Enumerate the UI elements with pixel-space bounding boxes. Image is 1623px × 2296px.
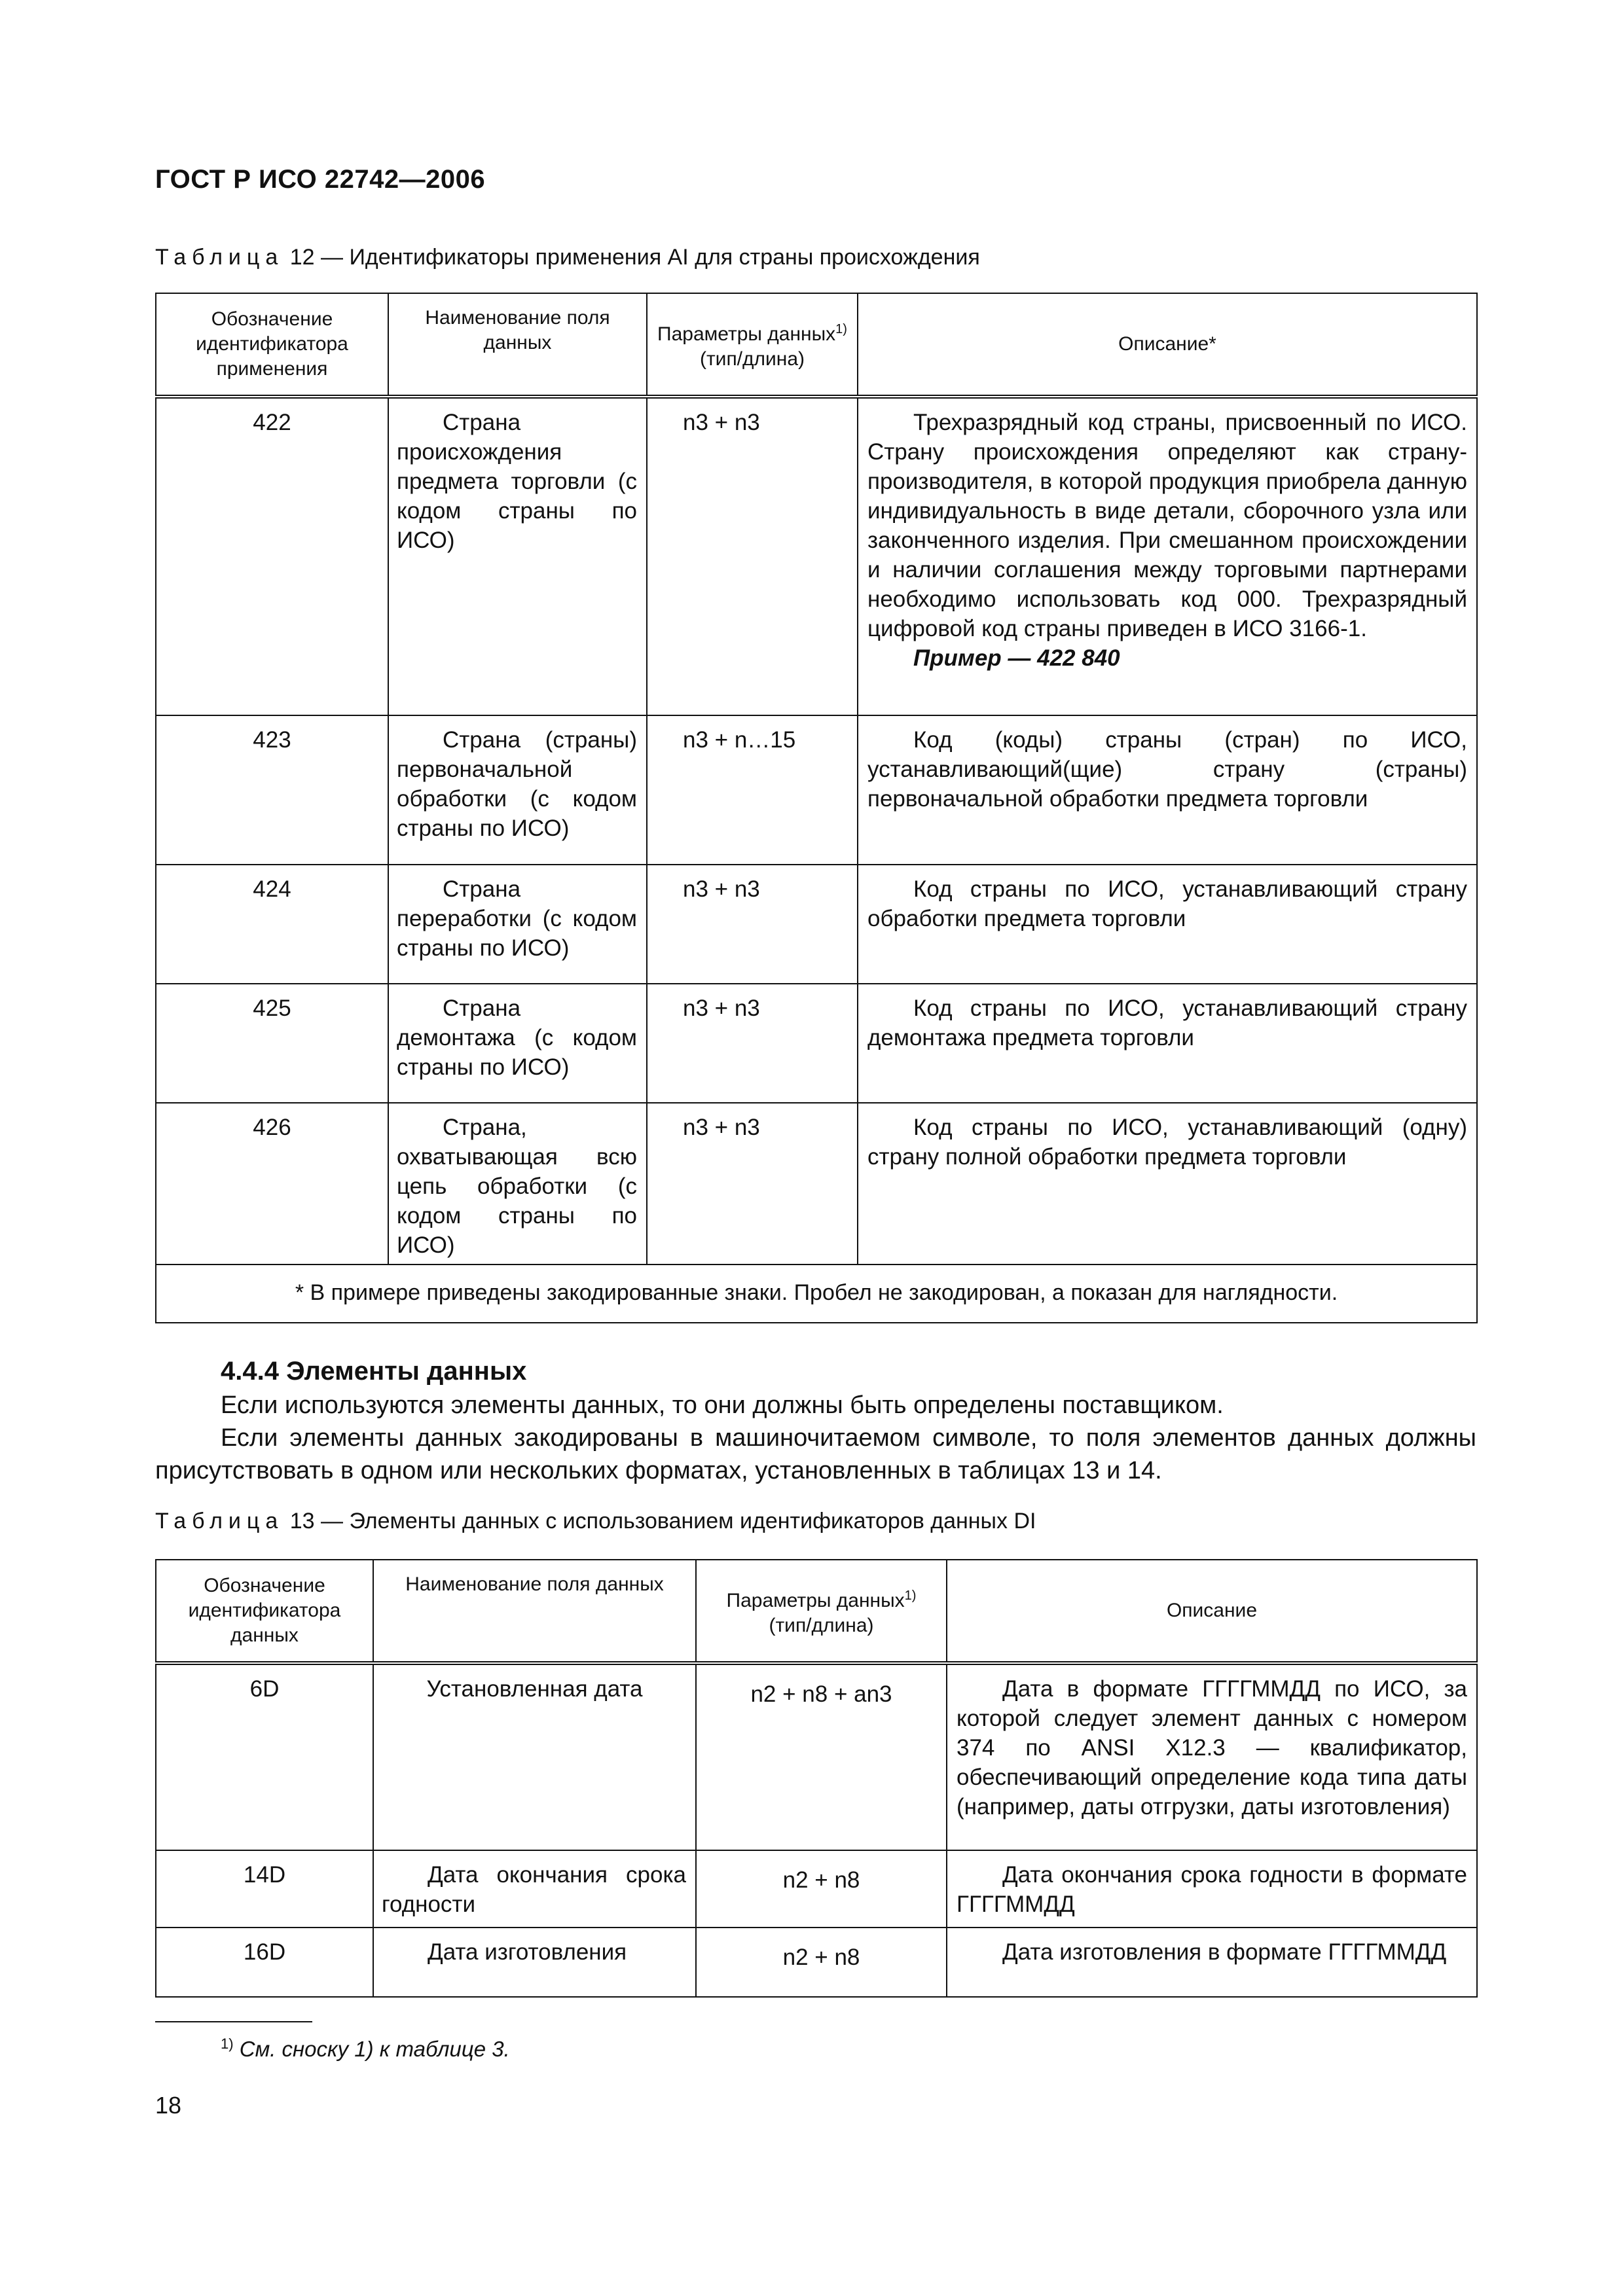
header-desc: Описание* xyxy=(858,293,1477,397)
table-row xyxy=(156,397,1477,715)
table-13-header-row xyxy=(156,1560,1477,1663)
paragraph-1-text: Если используются элементы данных, то они должны быть определены поставщиком. xyxy=(221,1391,1224,1419)
paragraph-2 xyxy=(155,1422,1476,1487)
cell-name: Дата изготовления xyxy=(373,1928,696,1997)
desc-text: Код страны по ИСО, устанавливающий страну демонтажа предмета торговли xyxy=(867,996,1467,1050)
table-12-caption-prefix: Таблица xyxy=(155,245,284,270)
cell-name: Дата окончания срока годности xyxy=(373,1850,696,1928)
desc-text: Код (коды) страны (стран) по ИСО, устанавливающий(щие) страну (страны) первоначальной обработки предмета торговли xyxy=(867,727,1467,812)
header-name: Наименование поля данных xyxy=(388,293,647,397)
cell-code: 425 xyxy=(156,984,388,1103)
cell-params: n2 + n8 xyxy=(696,1928,947,1997)
cell-desc xyxy=(858,715,1477,865)
paragraph-1 xyxy=(155,1389,1476,1422)
cell-params: n2 + n8 xyxy=(696,1850,947,1928)
table-row xyxy=(156,1850,1477,1928)
cell-params: n3 + n3 xyxy=(647,1103,858,1265)
cell-name: Страна демонтажа (с кодом страны по ИСО) xyxy=(388,984,647,1103)
cell-params: n3 + n3 xyxy=(647,865,858,984)
cell-code: 6D xyxy=(156,1663,373,1850)
desc-text: Трехразрядный код страны, присвоенный по ИСО. Страну происхождения определяют как страну-производителя, в которой продукция приобрела данную индивидуальность в виде детали, сборочного узла или законченного изделия. При смешанном происхождении и наличии соглашения между торговыми партнерами необходимо использовать код 000. Трехразрядный цифровой код страны приведен в ИСО 3166-1. xyxy=(867,410,1467,641)
header-params-label: Параметры данных xyxy=(657,323,836,345)
header-params-sub: (тип/длина) xyxy=(769,1615,874,1636)
cell-desc xyxy=(858,865,1477,984)
cell-desc xyxy=(858,397,1477,715)
table-13-caption-text: 13 — Элементы данных с использованием идентификаторов данных DI xyxy=(283,1509,1036,1534)
cell-params: n3 + n3 xyxy=(647,397,858,715)
footnote-ref: 1) xyxy=(904,1588,917,1603)
table-row xyxy=(156,1928,1477,1997)
header-desc: Описание xyxy=(947,1560,1477,1663)
header-params xyxy=(647,293,858,397)
header-code: Обозначение идентификатора применения xyxy=(156,293,388,397)
table-row xyxy=(156,715,1477,865)
cell-desc: Дата изготовления в формате ГГГГММДД xyxy=(947,1928,1477,1997)
table-12-header-row xyxy=(156,293,1477,397)
table-13-caption-prefix: Таблица xyxy=(155,1509,284,1534)
table-row xyxy=(156,984,1477,1103)
cell-params: n3 + n3 xyxy=(647,984,858,1103)
cell-params: n2 + n8 + an3 xyxy=(696,1663,947,1850)
footnote xyxy=(221,2036,510,2062)
cell-name: Страна (страны) первоначальной обработки (с кодом страны по ИСО) xyxy=(388,715,647,865)
footnote-marker: 1) xyxy=(221,2036,234,2052)
cell-code: 423 xyxy=(156,715,388,865)
document-header: ГОСТ Р ИСО 22742—2006 xyxy=(155,165,486,194)
header-params-label: Параметры данных xyxy=(726,1590,905,1611)
cell-desc: Дата в формате ГГГГММДД по ИСО, за которой следует элемент данных с номером 374 по ANSI X12.3 — квалификатор, обеспечивающий определение кода типа даты (например, даты отгрузки, даты изготовления) xyxy=(947,1663,1477,1850)
table-12-caption-text: 12 — Идентификаторы применения AI для страны происхождения xyxy=(283,245,980,270)
header-name: Наименование поля данных xyxy=(373,1560,696,1663)
cell-desc xyxy=(858,1103,1477,1265)
table-row xyxy=(156,1103,1477,1265)
cell-code: 424 xyxy=(156,865,388,984)
cell-desc xyxy=(858,984,1477,1103)
table-13-caption xyxy=(155,1509,1036,1534)
table-12 xyxy=(155,293,1478,1323)
cell-name: Страна переработки (с кодом страны по ИСО) xyxy=(388,865,647,984)
cell-params: n3 + n…15 xyxy=(647,715,858,865)
cell-code: 422 xyxy=(156,397,388,715)
paragraph-2-text: Если элементы данных закодированы в машиночитаемом символе, то поля элементов данных должны присутствовать в одном или нескольких форматах, установленных в таблицах 13 и 14. xyxy=(155,1424,1476,1484)
desc-text: Код страны по ИСО, устанавливающий (одну) страну полной обработки предмета торговли xyxy=(867,1115,1467,1170)
desc-example: Пример — 422 840 xyxy=(913,645,1120,671)
desc-text: Код страны по ИСО, устанавливающий страну обработки предмета торговли xyxy=(867,876,1467,931)
table-12-caption xyxy=(155,245,980,270)
header-params-sub: (тип/длина) xyxy=(699,348,805,370)
cell-name: Страна, охватывающая всю цепь обработки (с кодом страны по ИСО) xyxy=(388,1103,647,1265)
cell-name: Установленная дата xyxy=(373,1663,696,1850)
cell-desc: Дата окончания срока годности в формате ГГГГММДД xyxy=(947,1850,1477,1928)
cell-code: 14D xyxy=(156,1850,373,1928)
footnote-rule xyxy=(155,2021,312,2022)
cell-code: 16D xyxy=(156,1928,373,1997)
header-code: Обозначение идентификатора данных xyxy=(156,1560,373,1663)
footnote-text: См. сноску 1) к таблице 3. xyxy=(233,2037,510,2061)
table-12-note: * В примере приведены закодированные знаки. Пробел не закодирован, а показан для наглядности. xyxy=(156,1265,1477,1323)
header-params xyxy=(696,1560,947,1663)
table-row xyxy=(156,1663,1477,1850)
cell-name: Страна происхождения предмета торговли (с кодом страны по ИСО) xyxy=(388,397,647,715)
section-title: 4.4.4 Элементы данных xyxy=(221,1357,527,1386)
footnote-ref: 1) xyxy=(835,322,847,336)
table-13 xyxy=(155,1559,1478,1998)
table-12-note-row xyxy=(156,1265,1477,1323)
cell-code: 426 xyxy=(156,1103,388,1265)
table-row xyxy=(156,865,1477,984)
page-number: 18 xyxy=(155,2092,182,2119)
